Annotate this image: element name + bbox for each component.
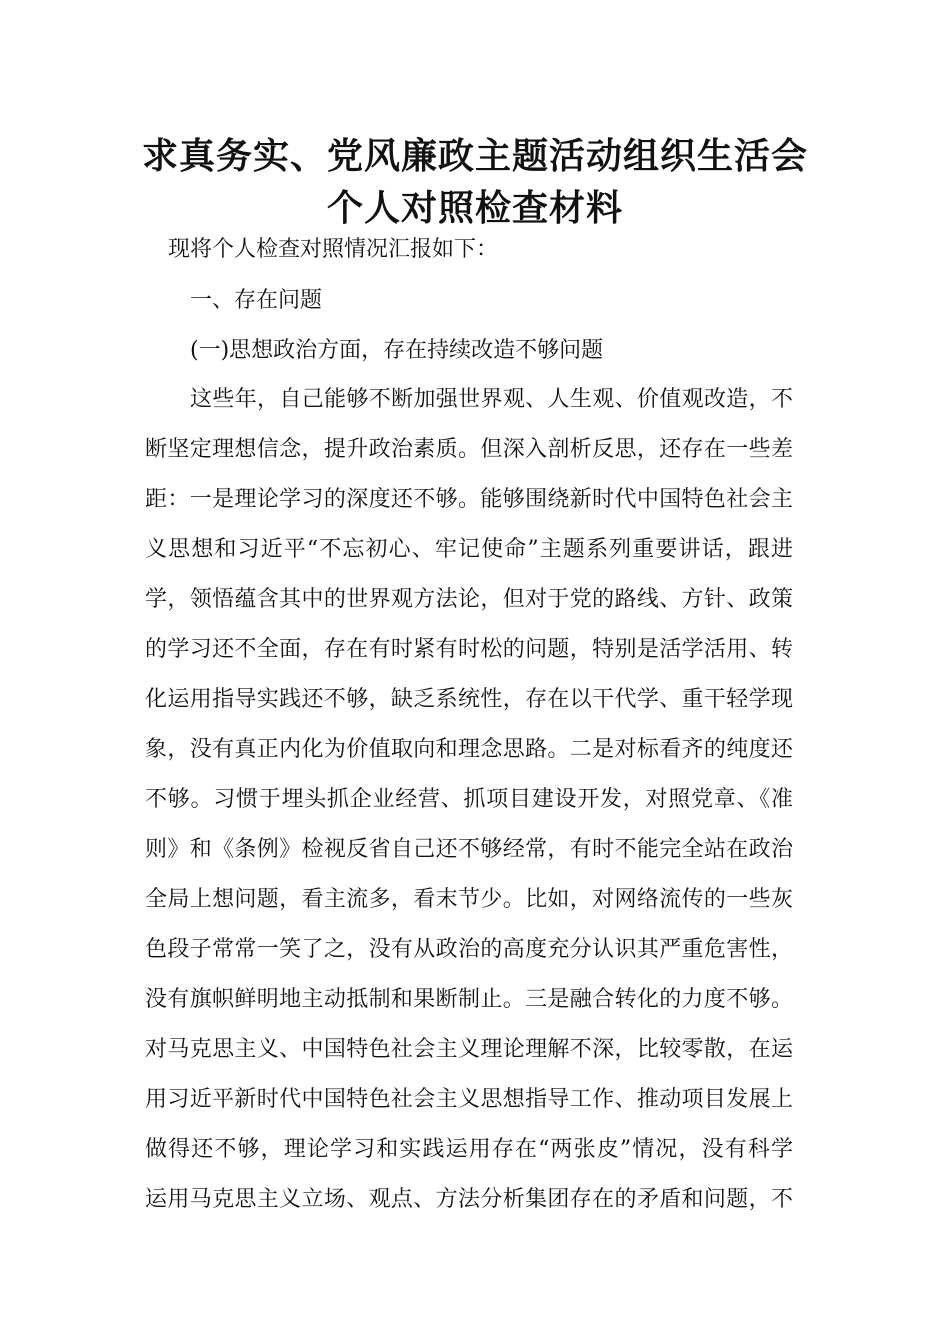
paragraph-line: 则》和《条例》检视反省自己还不够经常，有时不能完全站在政治 [145,837,793,862]
paragraph-line: 对马克思主义、中国特色社会主义理论理解不深，比较零散，在运 [145,1037,793,1062]
paragraph-line: 全局上想问题，看主流多，看末节少。比如，对网络流传的一些灰 [145,887,793,912]
paragraph-line: 化运用指导实践还不够，缺乏系统性，存在以干代学、重干轻学现 [145,687,793,712]
paragraph-line: 不够。习惯于埋头抓企业经营、抓项目建设开发，对照党章、《准 [145,787,793,812]
paragraph-line: 义思想和习近平“不忘初心、牢记使命”主题系列重要讲话，跟进 [145,537,793,562]
paragraph-line: 学，领悟蕴含其中的世界观方法论，但对于党的路线、方针、政策 [145,587,793,612]
paragraph-line: 色段子常常一笑了之，没有从政治的高度充分认识其严重危害性， [145,937,793,962]
paragraph-line: 没有旗帜鲜明地主动抵制和果断制止。三是融合转化的力度不够。 [145,987,793,1012]
paragraph-line: 象，没有真正内化为价值取向和理念思路。二是对标看齐的纯度还 [145,737,793,762]
document-title-line-2: 个人对照检查材料 [326,187,623,229]
paragraph-line: 断坚定理想信念，提升政治素质。但深入剖析反思，还存在一些差 [145,437,793,462]
document-title-line-1: 求真务实、党风廉政主题活动组织生活会 [141,135,808,177]
section-heading: 一、存在问题 [190,288,323,313]
paragraph-line: 做得还不够，理论学习和实践运用存在“两张皮”情况，没有科学 [145,1137,793,1162]
intro-text: 现将个人检查对照情况汇报如下： [168,237,499,262]
paragraph-line: 用习近平新时代中国特色社会主义思想指导工作、推动项目发展上 [145,1087,793,1112]
paragraph-line: 这些年，自己能够不断加强世界观、人生观、价值观改造，不 [190,387,793,412]
paragraph-line: 距：一是理论学习的深度还不够。能够围绕新时代中国特色社会主 [145,487,793,512]
paragraph-line: 的学习还不全面，存在有时紧有时松的问题，特别是活学活用、转 [145,637,793,662]
paragraph-line: 运用马克思主义立场、观点、方法分析集团存在的矛盾和问题，不 [145,1187,793,1212]
subsection-heading: (一)思想政治方面，存在持续改造不够问题 [190,338,604,363]
